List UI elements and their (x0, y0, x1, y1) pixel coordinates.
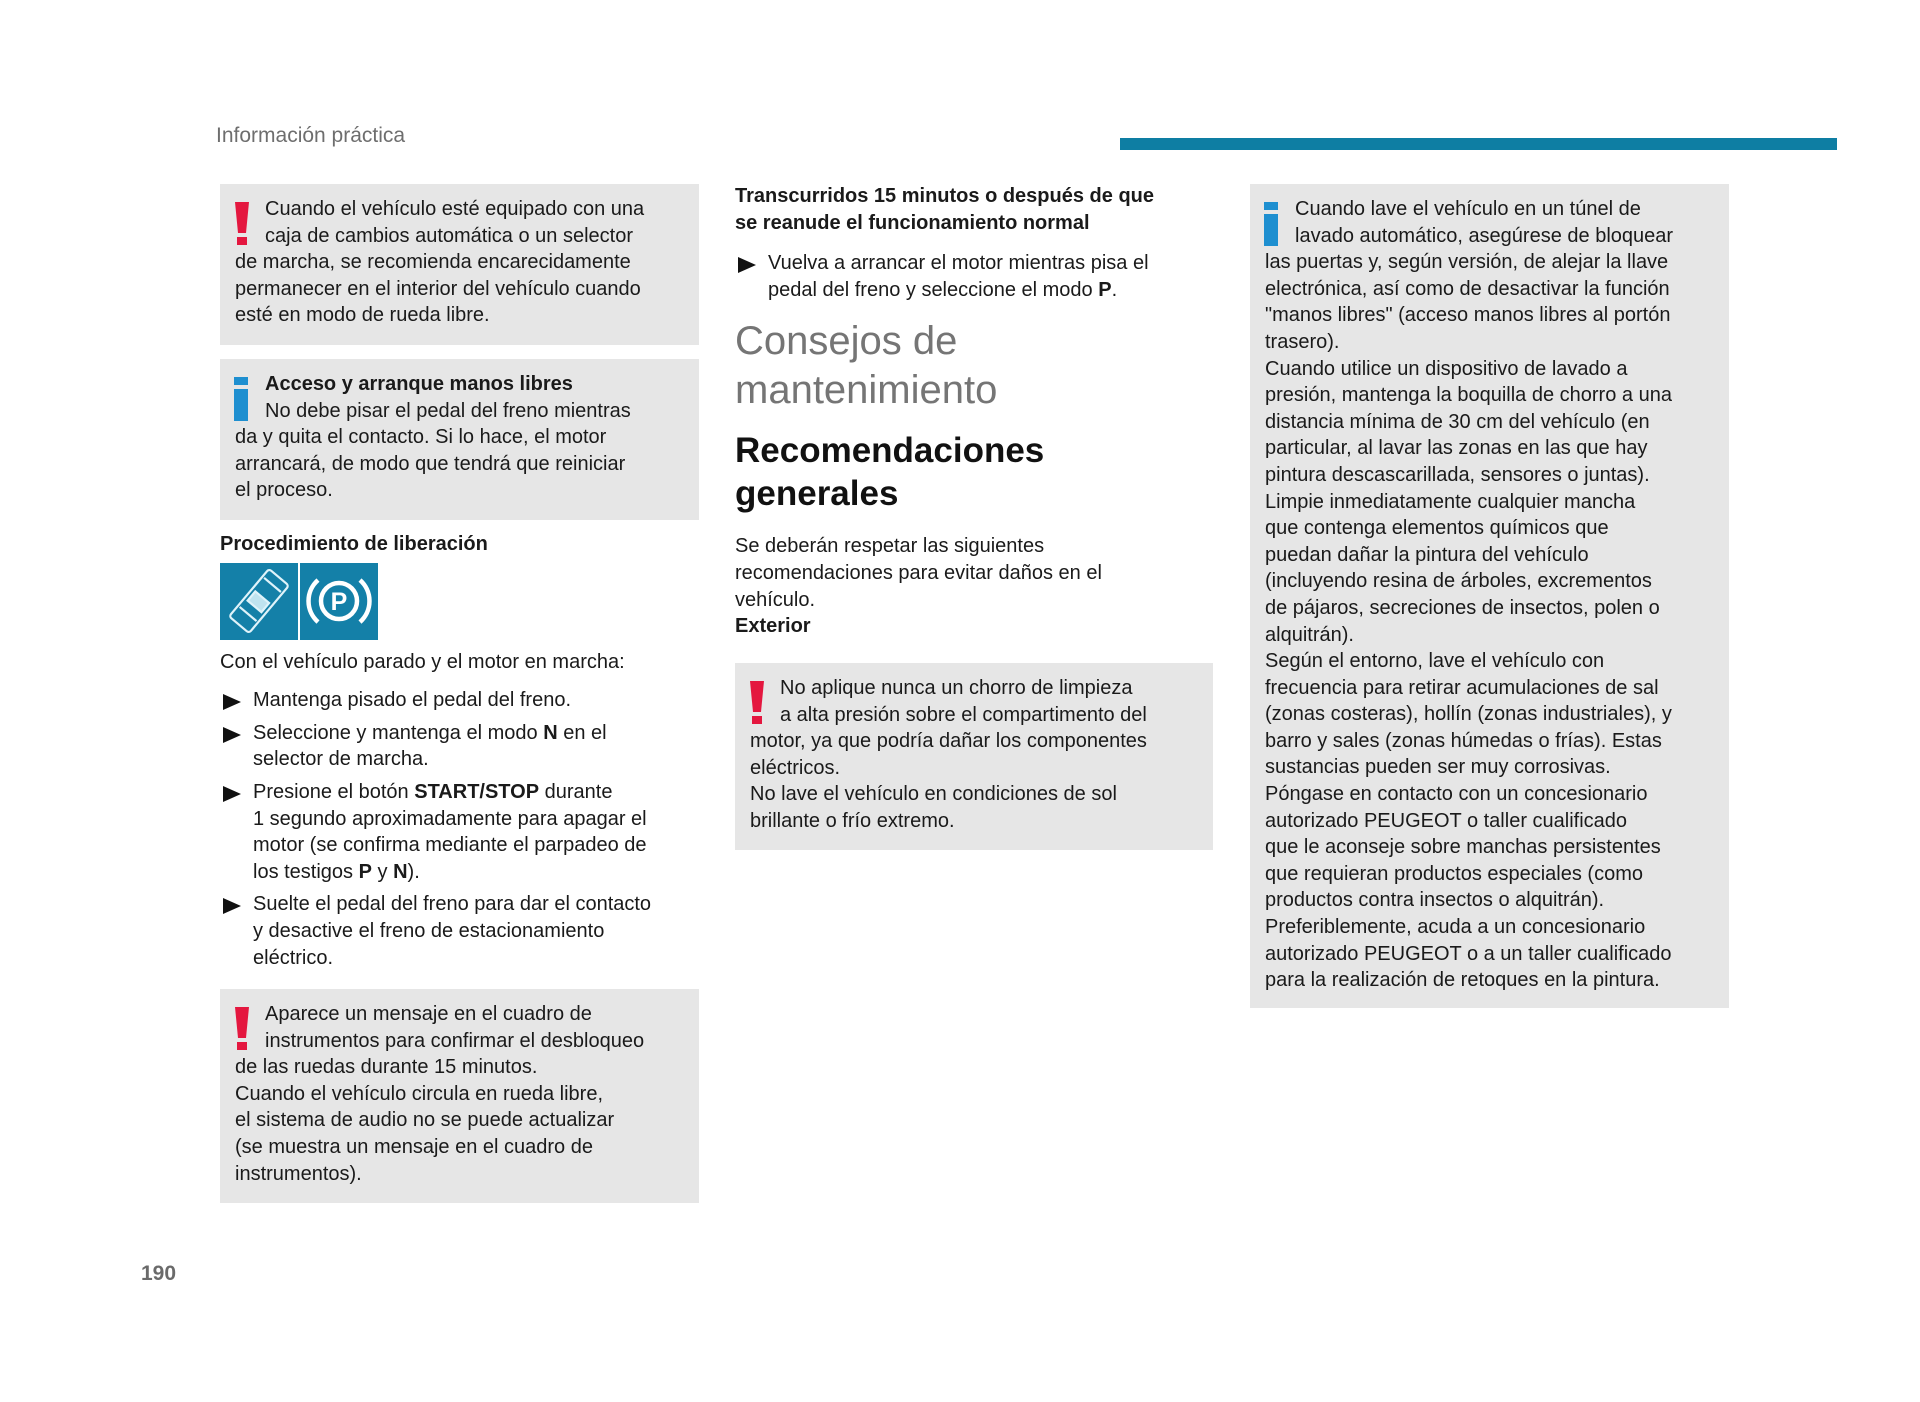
info-text-line: "manos libres" (acceso manos libres al portón (1265, 304, 1671, 327)
info-text-line: Preferiblemente, acuda a un concesionario (1265, 916, 1646, 939)
info-text-line: trasero). (1265, 330, 1340, 353)
subsection-title: Recomendaciones generales (735, 431, 1045, 514)
info-text-line: autorizado PEUGEOT o a un taller cualificado (1265, 942, 1672, 965)
info-text-line: Póngase en contacto con un concesionario (1265, 783, 1648, 806)
bullet-arrow-icon (738, 257, 756, 273)
warning-text-line: esté en modo de rueda libre. (235, 304, 490, 327)
svg-text:P: P (330, 588, 348, 617)
info-icon (1264, 202, 1278, 246)
info-text-line: lavado automático, asegúrese de bloquear (1295, 224, 1674, 247)
warning-text-line: brillante o frío extremo. (750, 809, 955, 832)
warning-text-line: a alta presión sobre el compartimento del (780, 703, 1147, 726)
info-text-line: autorizado PEUGEOT o taller cualificado (1265, 809, 1628, 832)
info-box-hands-free (220, 359, 699, 520)
warning-text-line: (se muestra un mensaje en el cuadro de (235, 1135, 593, 1158)
warning-exclamation-icon (234, 1007, 250, 1051)
info-text-line: barro y sales (zonas húmedas o frías). Estas (1265, 729, 1662, 752)
warning-text-line: Aparece un mensaje en el cuadro de (265, 1003, 592, 1025)
warning-text-line: Cuando el vehículo esté equipado con una (265, 198, 645, 220)
warning-text-line: instrumentos para confirmar el desbloqueo (265, 1029, 645, 1052)
info-text-line: da y quita el contacto. Si lo hace, el motor (235, 426, 607, 449)
parking-brake-icon (300, 563, 378, 640)
procedure-intro: Con el vehículo parado y el motor en marcha: (220, 650, 625, 673)
info-box-title: Acceso y arranque manos libres (265, 373, 573, 395)
info-text-line: presión, mantenga la boquilla de chorro a una (1265, 384, 1672, 407)
warning-text-line: caja de cambios automática o un selector (265, 224, 633, 247)
info-text-line: particular, al lavar las zonas en las que hay (1265, 437, 1648, 460)
procedure-step: Mantenga pisado el pedal del freno. (220, 687, 699, 714)
procedure-step: Presione el botón START/STOP durante 1 segundo aproximadamente para apagar el motor (se confirma mediante el parpadeo de los testigos P y N). (220, 779, 699, 885)
info-text-line: Según el entorno, lave el vehículo con (1265, 650, 1605, 673)
info-text-line: frecuencia para retirar acumulaciones de sal (1265, 676, 1659, 699)
info-box-washing (1250, 184, 1729, 1008)
warning-exclamation-icon (234, 202, 250, 246)
right-column (1250, 184, 1729, 1008)
info-text-line: pintura descascarillada, sensores o juntas). (1265, 463, 1650, 486)
warning-text-line: de las ruedas durante 15 minutos. (235, 1056, 538, 1079)
info-text-line: Cuando lave el vehículo en un túnel de (1295, 198, 1641, 220)
info-text-line: de pájaros, secreciones de insectos, polen o (1265, 596, 1660, 619)
header-accent-bar (1120, 138, 1837, 150)
warning-text-line: No lave el vehículo en condiciones de sol (750, 783, 1117, 806)
warning-text-line: permanecer en el interior del vehículo cuando (235, 277, 641, 300)
procedure-pictograms (220, 563, 378, 640)
warning-text-line: Cuando el vehículo circula en rueda libre, (235, 1082, 603, 1105)
info-text-line: las puertas y, según versión, de alejar la llave (1265, 251, 1669, 274)
info-text-line: productos contra insectos o alquitrán). (1265, 889, 1605, 912)
warning-text-line: de marcha, se recomienda encarecidamente (235, 251, 631, 274)
warning-text-line: instrumentos). (235, 1162, 362, 1185)
procedure-heading: Procedimiento de liberación (220, 533, 488, 555)
info-text-line: alquitrán). (1265, 623, 1354, 646)
info-text-line: que le aconseje sobre manchas persistentes (1265, 836, 1661, 859)
procedure-step: Seleccione y mantenga el modo N en el selector de marcha. (220, 720, 699, 773)
warning-exclamation-icon (749, 681, 765, 725)
page-number: 190 (141, 1262, 177, 1285)
bullet-arrow-icon (223, 727, 241, 743)
warning-text-line: eléctricos. (750, 756, 841, 779)
bullet-arrow-icon (223, 694, 241, 710)
bullet-arrow-icon (223, 786, 241, 802)
info-text-line: electrónica, así como de desactivar la función (1265, 277, 1670, 300)
procedure-steps (220, 687, 699, 971)
exterior-label: Exterior (735, 615, 811, 638)
info-text-line: (incluyendo resina de árboles, excrementos (1265, 570, 1652, 593)
procedure-step: Suelte el pedal del freno para dar el contacto y desactive el freno de estacionamiento eléctrico. (220, 891, 699, 971)
info-text-line: que contenga elementos químicos que (1265, 517, 1609, 540)
section-title: Consejos de mantenimiento (735, 319, 998, 413)
running-header-title: Información práctica (216, 124, 406, 147)
warning-box-high-pressure (735, 663, 1213, 850)
info-text-line: distancia mínima de 30 cm del vehículo (en (1265, 410, 1650, 433)
resume-heading: Transcurridos 15 minutos o después de que se reanude el funcionamiento normal (735, 185, 1154, 234)
warning-box-freewheel (220, 184, 699, 345)
intro-paragraph: Se deberán respetar las siguientes recomendaciones para evitar daños en el vehículo. (735, 535, 1102, 611)
resume-step: Vuelva a arrancar el motor mientras pisa el pedal del freno y seleccione el modo P. (735, 250, 1213, 303)
info-text-line: que requieran productos especiales (como (1265, 862, 1643, 885)
info-text-line: Limpie inmediatamente cualquier mancha (1265, 490, 1636, 513)
warning-box-unlock-message (220, 989, 699, 1203)
info-text-line: puedan dañar la pintura del vehículo (1265, 543, 1589, 566)
warning-text-line: motor, ya que podría dañar los componentes (750, 730, 1147, 753)
info-text-line: arrancará, de modo que tendrá que reiniciar (235, 452, 626, 475)
left-column (220, 184, 699, 1185)
resume-steps (735, 250, 1213, 303)
info-text-line: No debe pisar el pedal del freno mientras (265, 399, 631, 422)
warning-text-line: el sistema de audio no se puede actualizar (235, 1109, 615, 1132)
info-text-line: para la realización de retoques en la pintura. (1265, 969, 1660, 992)
gear-selector-icon (220, 563, 298, 640)
warning-text-line: No aplique nunca un chorro de limpieza (780, 677, 1133, 699)
info-icon (234, 377, 248, 421)
info-text-line: sustancias pueden ser muy corrosivas. (1265, 756, 1611, 779)
info-text-line: Cuando utilice un dispositivo de lavado a (1265, 357, 1628, 380)
middle-column (735, 183, 1213, 832)
info-text-line: el proceso. (235, 479, 333, 502)
bullet-arrow-icon (223, 898, 241, 914)
info-text-line: (zonas costeras), hollín (zonas industriales), y (1265, 703, 1672, 726)
